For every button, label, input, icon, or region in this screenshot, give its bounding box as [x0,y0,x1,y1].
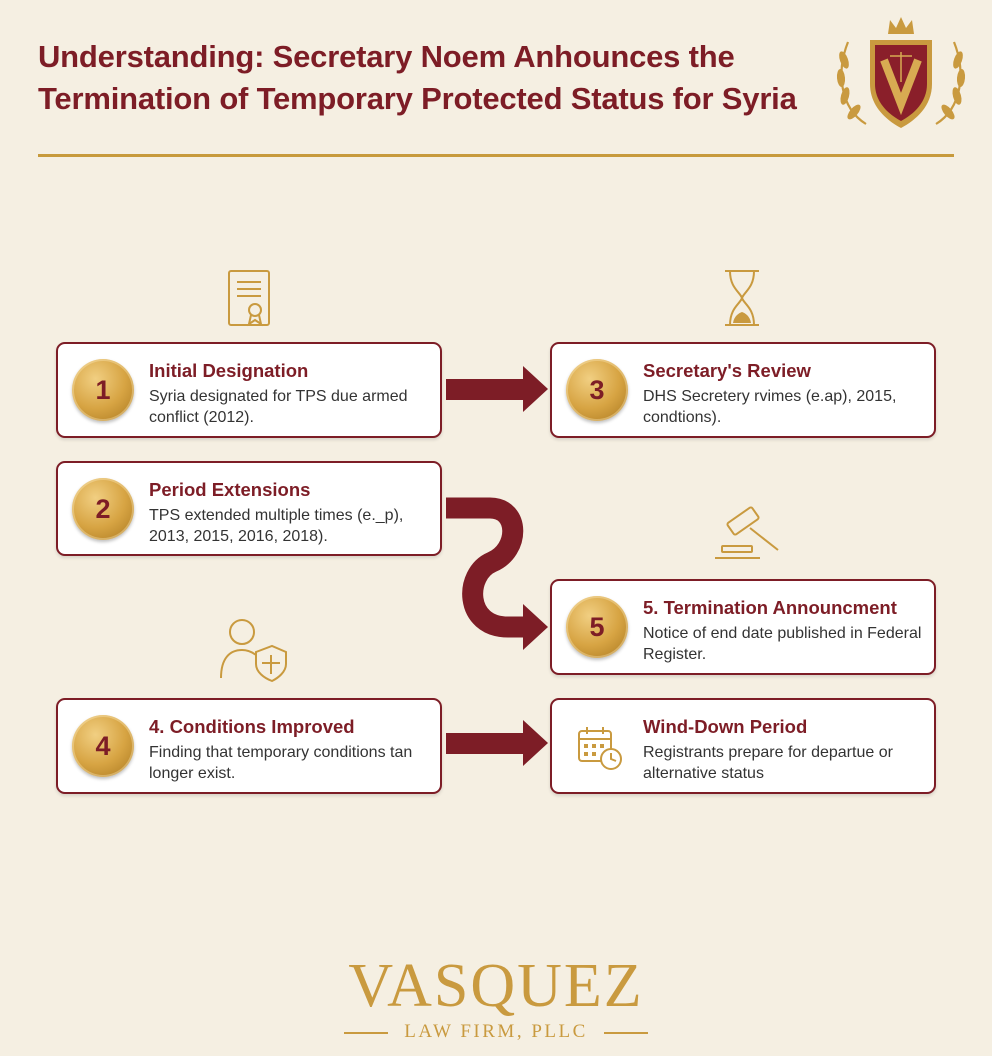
arrow-4-to-wind-down [446,720,548,766]
step-card-2 [56,461,442,556]
step-desc-wind-down: Registrants prepare for departue or alternative status [643,744,893,782]
step-card-4 [56,698,442,794]
step-title-5: 5. Termination Announcment [643,597,897,618]
step-badge-5: 5 [566,596,628,658]
step-badge-4: 4 [72,715,134,777]
step-title-4: 4. Conditions Improved [149,716,355,737]
hourglass-icon [722,268,762,328]
step-card-5 [550,579,936,675]
step-title-1: Initial Designation [149,360,309,381]
step-title-wind-down: Wind-Down Period [643,716,808,737]
step-card-1 [56,342,442,438]
step-card-3 [550,342,936,438]
step-badge-2: 2 [72,478,134,540]
person-shield-icon [218,614,288,682]
title-line-1: Understanding: Secretary Noem Anhounces the [38,39,735,74]
arrow-2-to-5 [446,508,548,650]
arrow-1-to-3 [446,366,548,412]
step-desc-2: TPS extended multiple times (e._p), 2013, 2015, 2016, 2018). [149,507,404,545]
step-desc-5: Notice of end date published in Federal Register. [643,625,922,663]
firm-name: VASQUEZ [348,952,644,1020]
step-badge-3: 3 [566,359,628,421]
footer-line-right [604,1032,648,1034]
step-title-2: Period Extensions [149,479,311,500]
firm-subtitle: LAW FIRM, PLLC [404,1021,588,1042]
header-divider [38,154,954,157]
certificate-icon [226,268,272,330]
step-card-wind-down [550,698,936,794]
step-title-3: Secretary's Review [643,360,811,381]
step-desc-4: Finding that temporary conditions tan longer exist. [149,744,413,782]
step-desc-1: Syria designated for TPS due armed conflict (2012). [149,388,408,426]
calendar-clock-icon [576,724,624,772]
step-desc-3: DHS Secretery rvimes (e.ap), 2015, condtions). [643,388,897,426]
page-title [38,36,797,120]
crest-logo [832,12,970,138]
gavel-icon [712,498,788,562]
title-line-2: Termination of Temporary Protected Status for Syria [38,81,797,116]
step-badge-1: 1 [72,359,134,421]
